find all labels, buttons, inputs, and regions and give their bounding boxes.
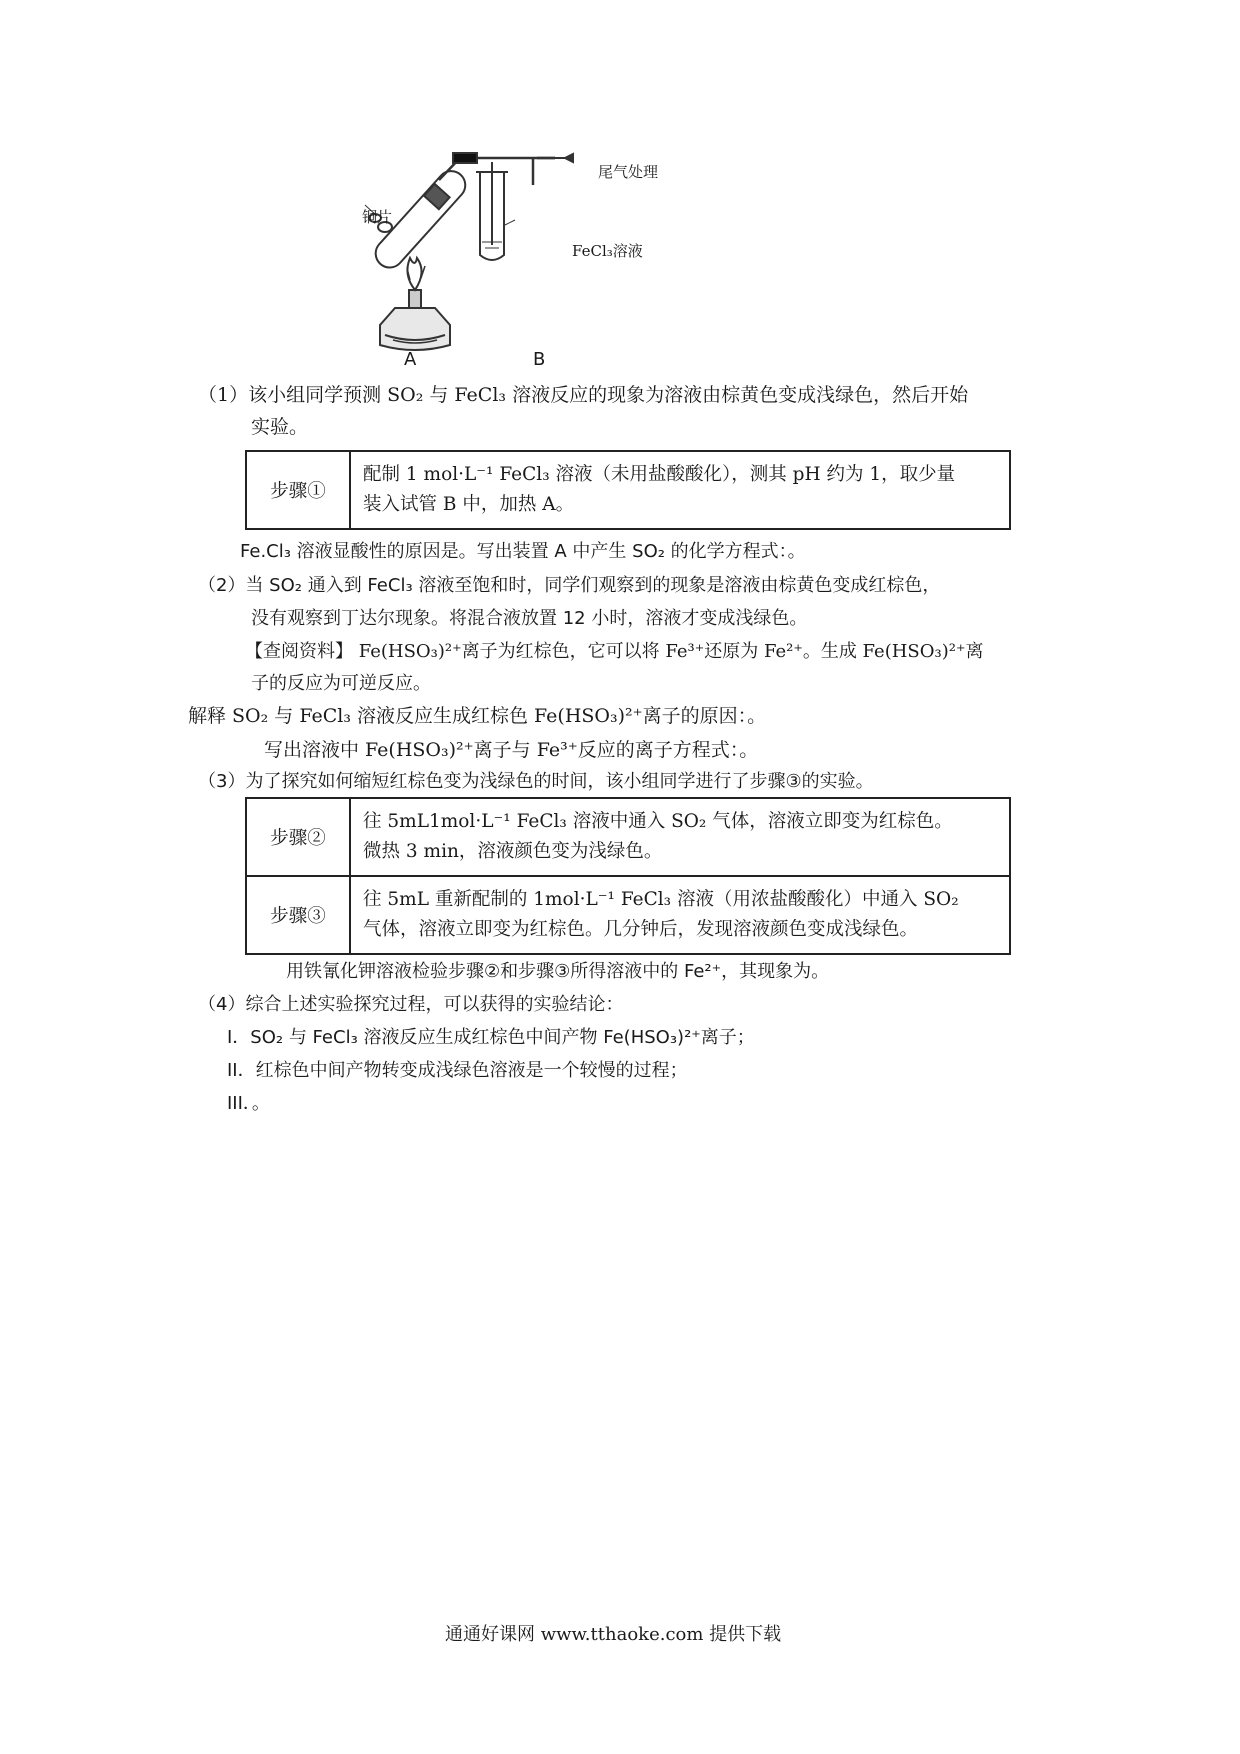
q2-line4: 子的反应为可逆反应。	[251, 673, 431, 694]
q3-after: 用铁氰化钾溶液检验步骤②和步骤③所得溶液中的 Fe²⁺，其现象为。	[286, 961, 830, 982]
step1-line2: 装入试管 B 中，加热 A。	[363, 494, 575, 515]
step3-line2: 气体，溶液立即变为红棕色。几分钟后，发现溶液颜色变成浅绿色。	[363, 919, 919, 940]
footer: 通通好课网 www.tthaoke.com 提供下载	[445, 1624, 782, 1645]
tail-gas-label: 尾气处理	[598, 163, 659, 181]
step3-body	[350, 876, 1010, 954]
q2-line3: 【查阅资料】 Fe(HSO₃)²⁺离子为红棕色，它可以将 Fe³⁺还原为 Fe²⁺。生成 Fe(HSO₃)²⁺离	[245, 641, 984, 662]
step1-body	[350, 451, 1010, 529]
q4-conclusion-1: I．SO₂ 与 FeCl₃ 溶液反应生成红棕色中间产物 Fe(HSO₃)²⁺离子；	[227, 1027, 755, 1048]
q4-conclusion-3: III．。	[227, 1093, 270, 1114]
steps-2-3-table	[245, 797, 1011, 955]
step3-label: 步骤③	[246, 876, 350, 954]
q1-after: Fe.Cl₃ 溶液显酸性的原因是。写出装置 A 中产生 SO₂ 的化学方程式：。	[240, 541, 806, 562]
step2-body	[350, 798, 1010, 876]
step2-line1: 往 5mL1mol·L⁻¹ FeCl₃ 溶液中通入 SO₂ 气体，溶液立即变为红棕色。	[363, 811, 953, 832]
q2-line6: 写出溶液中 Fe(HSO₃)²⁺离子与 Fe³⁺反应的离子方程式：。	[264, 739, 759, 761]
q3-line1: （3）为了探究如何缩短红棕色变为浅绿色的时间，该小组同学进行了步骤③的实验。	[198, 771, 874, 792]
step3-line1: 往 5mL 重新配制的 1mol·L⁻¹ FeCl₃ 溶液（用浓盐酸酸化）中通入 SO₂	[363, 889, 959, 910]
solution-label: FeCl₃溶液	[572, 242, 643, 260]
apparatus-a-label: A	[404, 349, 417, 370]
step2-label: 步骤②	[246, 798, 350, 876]
q1-line2: 实验。	[251, 416, 309, 438]
apparatus-diagram	[355, 150, 735, 375]
q2-line5: 解释 SO₂ 与 FeCl₃ 溶液反应生成红棕色 Fe(HSO₃)²⁺离子的原因：。	[188, 705, 767, 727]
step2-line2: 微热 3 min，溶液颜色变为浅绿色。	[363, 841, 663, 862]
copper-label: 铜片	[362, 208, 393, 226]
q2-line2: 没有观察到丁达尔现象。将混合液放置 12 小时，溶液才变成浅绿色。	[251, 608, 808, 629]
q4-conclusion-2: II．红棕色中间产物转变成浅绿色溶液是一个较慢的过程；	[227, 1060, 688, 1081]
step1-label: 步骤①	[246, 451, 350, 529]
q2-line1: （2）当 SO₂ 通入到 FeCl₃ 溶液至饱和时，同学们观察到的现象是溶液由棕黄色变成红棕色，	[198, 575, 941, 596]
apparatus-b-label: B	[533, 349, 546, 370]
q1-line1: （1）该小组同学预测 SO₂ 与 FeCl₃ 溶液反应的现象为溶液由棕黄色变成浅绿色，然后开始	[198, 384, 969, 406]
q4-line1: （4）综合上述实验探究过程，可以获得的实验结论：	[198, 994, 624, 1015]
step1-table	[245, 450, 1011, 530]
step1-line1: 配制 1 mol·L⁻¹ FeCl₃ 溶液（未用盐酸酸化），测其 pH 约为 1，取少量	[363, 464, 956, 485]
